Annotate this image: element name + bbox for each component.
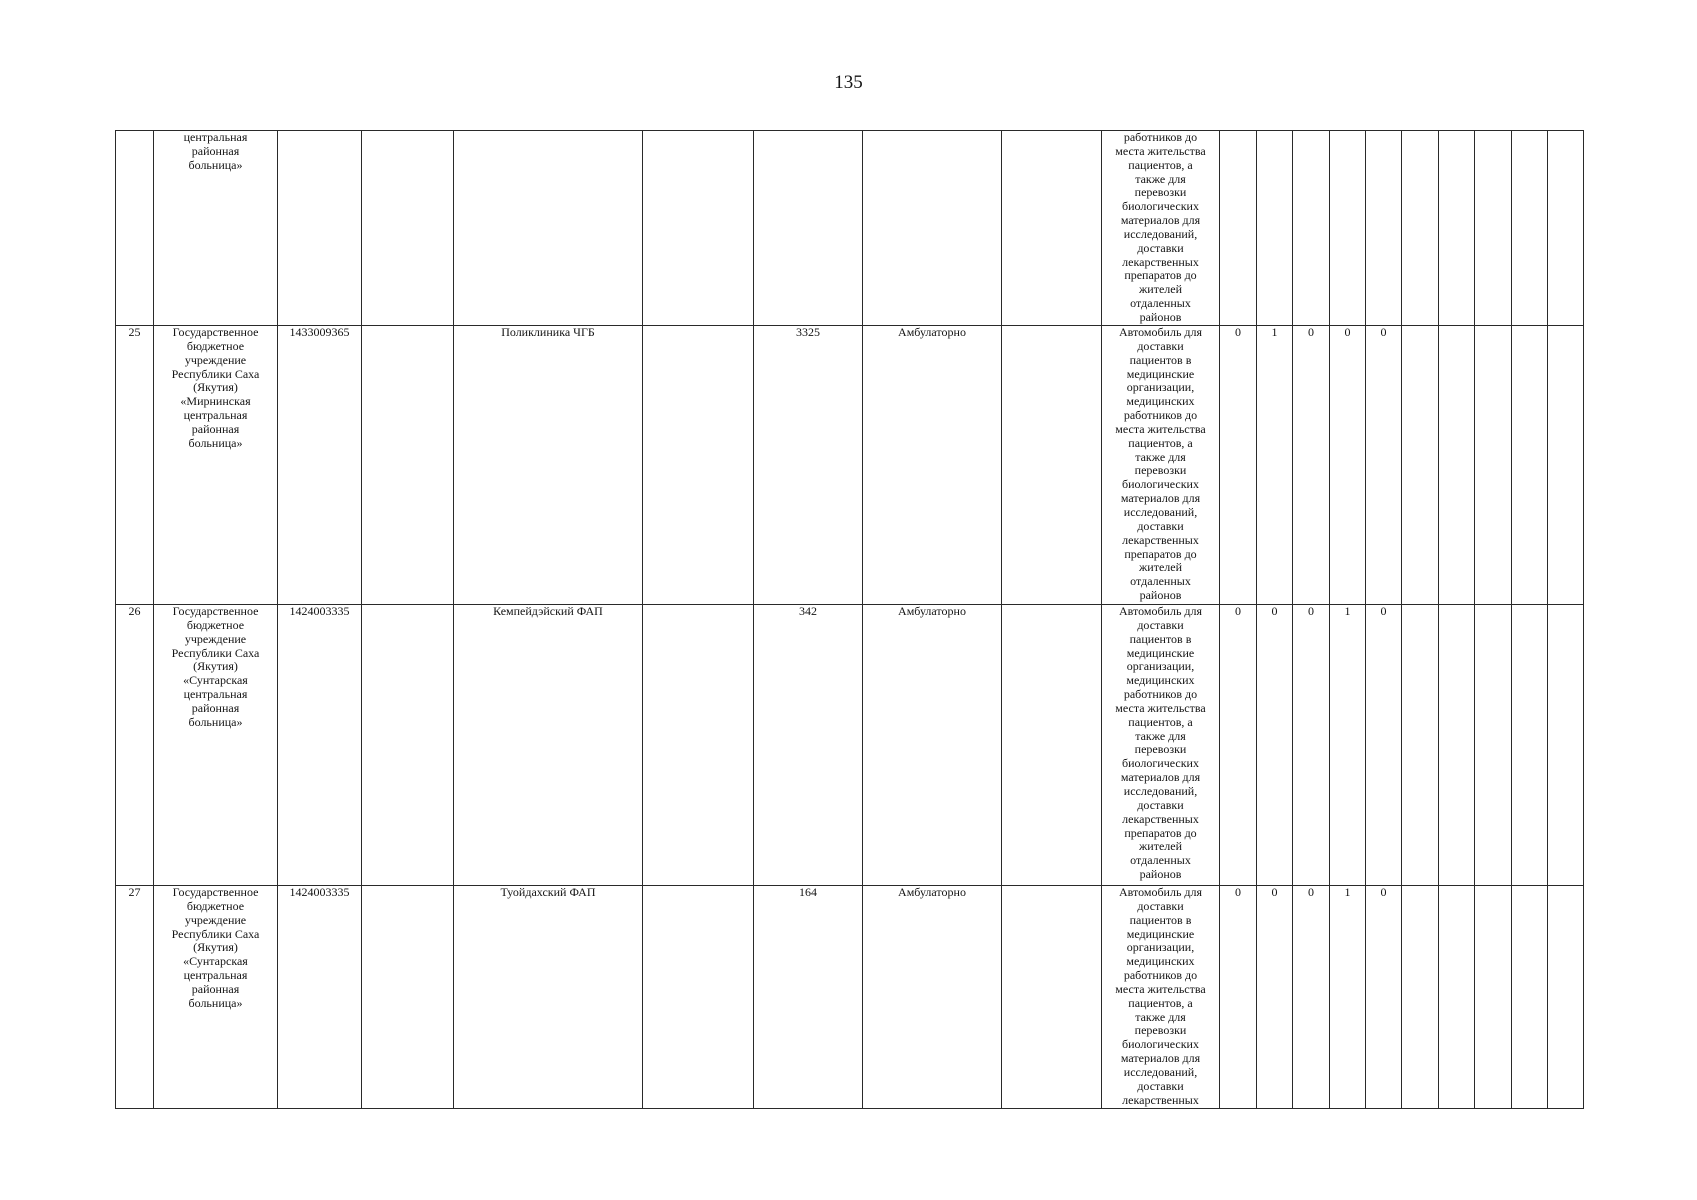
data-table	[115, 130, 1584, 1109]
quantity-cell: 0	[1366, 605, 1402, 886]
empty-cell	[643, 605, 754, 886]
empty-cell	[1512, 326, 1548, 605]
empty-cell	[1439, 131, 1475, 326]
empty-cell	[1548, 131, 1584, 326]
care-type	[863, 131, 1002, 326]
quantity-cell: 0	[1366, 886, 1402, 1109]
institution-name: Государственное бюджетное учреждение Республики Саха (Якутия) «Сунтарская центральная районная больница»	[154, 605, 278, 886]
vehicle-purpose: работников до места жительства пациентов, а также для перевозки биологических материалов для исследований, доставки лекарственных препаратов до жителей отдаленных районов	[1102, 131, 1220, 326]
empty-cell	[1002, 886, 1102, 1109]
quantity-cell	[1293, 131, 1330, 326]
quantity-cell	[1330, 131, 1366, 326]
row-number	[116, 131, 154, 326]
table-body	[116, 131, 1584, 1109]
empty-cell	[643, 131, 754, 326]
inn-value: 1424003335	[278, 886, 362, 1109]
empty-cell	[1402, 131, 1439, 326]
empty-cell	[1512, 131, 1548, 326]
empty-cell	[1512, 605, 1548, 886]
empty-cell	[1475, 131, 1512, 326]
quantity-cell: 0	[1366, 326, 1402, 605]
row-number: 27	[116, 886, 154, 1109]
empty-cell	[362, 886, 454, 1109]
quantity-cell: 1	[1330, 605, 1366, 886]
vehicle-purpose: Автомобиль для доставки пациентов в медицинские организации, медицинских работников до места жительства пациентов, а также для перевозки биологических материалов для исследований, доставки лекарственных препаратов до жителей отдаленных районов	[1102, 326, 1220, 605]
empty-cell	[1548, 326, 1584, 605]
subdivision-name: Кемпейдэйский ФАП	[454, 605, 643, 886]
empty-cell	[1475, 605, 1512, 886]
empty-cell	[1402, 605, 1439, 886]
inn-value: 1433009365	[278, 326, 362, 605]
empty-cell	[1475, 886, 1512, 1109]
row-number: 25	[116, 326, 154, 605]
subdivision-name	[454, 131, 643, 326]
quantity-cell	[1366, 131, 1402, 326]
quantity-cell: 0	[1330, 326, 1366, 605]
quantity-cell: 0	[1257, 605, 1293, 886]
quantity-cell	[1220, 131, 1257, 326]
table-row	[116, 131, 1584, 326]
institution-name: Государственное бюджетное учреждение Республики Саха (Якутия) «Сунтарская центральная районная больница»	[154, 886, 278, 1109]
quantity-cell: 0	[1257, 886, 1293, 1109]
table-row	[116, 326, 1584, 605]
inn-value	[278, 131, 362, 326]
empty-cell	[643, 886, 754, 1109]
quantity-cell: 1	[1257, 326, 1293, 605]
quantity-cell: 0	[1293, 605, 1330, 886]
empty-cell	[1439, 886, 1475, 1109]
quantity-cell	[1257, 131, 1293, 326]
quantity-cell: 1	[1330, 886, 1366, 1109]
numeric-value: 3325	[754, 326, 863, 605]
empty-cell	[1002, 605, 1102, 886]
empty-cell	[643, 326, 754, 605]
empty-cell	[1002, 131, 1102, 326]
empty-cell	[1002, 326, 1102, 605]
quantity-cell: 0	[1293, 326, 1330, 605]
empty-cell	[1439, 326, 1475, 605]
vehicle-purpose: Автомобиль для доставки пациентов в медицинские организации, медицинских работников до места жительства пациентов, а также для перевозки биологических материалов для исследований, доставки лекарственных	[1102, 886, 1220, 1109]
empty-cell	[1439, 605, 1475, 886]
table-row	[116, 605, 1584, 886]
page-number: 135	[834, 72, 863, 93]
table-row	[116, 886, 1584, 1109]
empty-cell	[1402, 886, 1439, 1109]
care-type: Амбулаторно	[863, 886, 1002, 1109]
quantity-cell: 0	[1220, 886, 1257, 1109]
empty-cell	[362, 131, 454, 326]
row-number: 26	[116, 605, 154, 886]
numeric-value: 342	[754, 605, 863, 886]
empty-cell	[1512, 886, 1548, 1109]
quantity-cell: 0	[1220, 326, 1257, 605]
empty-cell	[1475, 326, 1512, 605]
inn-value: 1424003335	[278, 605, 362, 886]
care-type: Амбулаторно	[863, 605, 1002, 886]
empty-cell	[362, 326, 454, 605]
empty-cell	[1548, 886, 1584, 1109]
subdivision-name: Поликлиника ЧГБ	[454, 326, 643, 605]
institution-name: центральная районная больница»	[154, 131, 278, 326]
empty-cell	[362, 605, 454, 886]
care-type: Амбулаторно	[863, 326, 1002, 605]
subdivision-name: Туойдахский ФАП	[454, 886, 643, 1109]
quantity-cell: 0	[1220, 605, 1257, 886]
empty-cell	[1548, 605, 1584, 886]
empty-cell	[1402, 326, 1439, 605]
institution-name: Государственное бюджетное учреждение Республики Саха (Якутия) «Мирнинская центральная районная больница»	[154, 326, 278, 605]
vehicle-purpose: Автомобиль для доставки пациентов в медицинские организации, медицинских работников до места жительства пациентов, а также для перевозки биологических материалов для исследований, доставки лекарственных препаратов до жителей отдаленных районов	[1102, 605, 1220, 886]
numeric-value: 164	[754, 886, 863, 1109]
numeric-value	[754, 131, 863, 326]
quantity-cell: 0	[1293, 886, 1330, 1109]
